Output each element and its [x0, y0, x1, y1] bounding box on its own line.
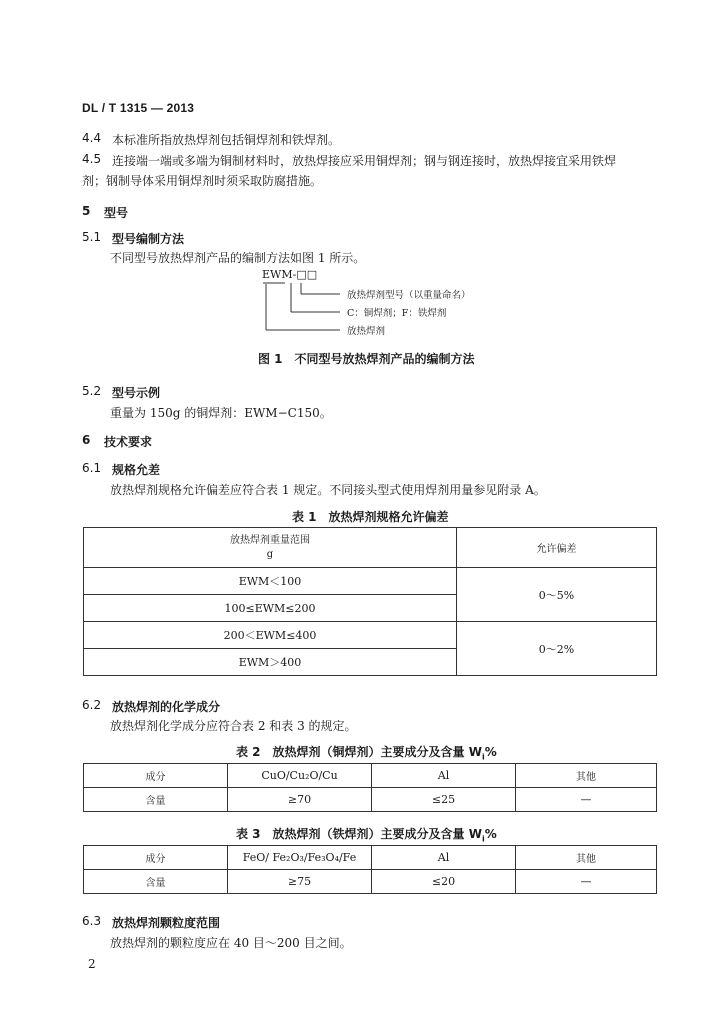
figure-caption: 图 1 不同型号放热焊剂产品的编制方法: [258, 352, 475, 366]
clause-text: 本标准所指放热焊剂包括铜焊剂和铁焊剂。: [112, 133, 341, 147]
figure-label: 放热焊剂: [347, 326, 386, 337]
table-3: [83, 845, 657, 894]
table-cell: Al: [372, 846, 516, 870]
clause-text: 放热焊剂化学成分应符合表 2 和表 3 的规定。: [110, 719, 357, 733]
section-number: 5: [82, 204, 91, 218]
figure-code: EWM-□□: [262, 268, 318, 281]
clause-number: 4.4: [82, 131, 102, 145]
table-cell: 其他: [516, 846, 657, 870]
clause-text: 放热焊剂规格允许偏差应符合表 1 规定。不同接头型式使用焊剂用量参见附录 A。: [110, 483, 546, 497]
table-cell: 0～5%: [457, 568, 657, 622]
clause-title: 规格允差: [112, 463, 161, 477]
caption-tail: %: [484, 745, 497, 759]
table-caption: 表 1 放热焊剂规格允许偏差: [292, 510, 449, 524]
table-cell: 含量: [84, 870, 228, 894]
caption-tail: %: [484, 827, 497, 841]
table-caption: [236, 825, 497, 843]
table-cell: 0～2%: [457, 622, 657, 676]
clause-text: 放热焊剂的颗粒度应在 40 目～200 目之间。: [110, 936, 352, 950]
table-cell: ≤25: [372, 788, 516, 812]
header-text: 放热焊剂重量范围: [230, 534, 310, 546]
table-cell: 成分: [84, 764, 228, 788]
caption-subscript: i: [481, 752, 485, 762]
table-cell: Al: [372, 764, 516, 788]
page-number: 2: [88, 957, 96, 971]
table-cell: 含量: [84, 788, 228, 812]
section-title: 型号: [104, 206, 129, 220]
clause-number: 6.1: [82, 461, 102, 475]
figure-label: C：铜焊剂；F：铁焊剂: [347, 308, 447, 319]
caption-main: 表 3 放热焊剂（铁焊剂）主要成分及含量 W: [236, 827, 482, 841]
clause-number: 5.2: [82, 384, 102, 398]
table-header-cell: 允许偏差: [457, 528, 657, 568]
section-number: 6: [82, 433, 91, 447]
table-header-cell: [84, 528, 457, 568]
table-caption: [236, 743, 497, 761]
clause-number: 6.2: [82, 698, 102, 712]
clause-text: 重量为 150g 的铜焊剂：EWM−C150。: [110, 406, 332, 420]
caption-main: 表 2 放热焊剂（铜焊剂）主要成分及含量 W: [236, 745, 482, 759]
table-cell: EWM＞400: [84, 649, 457, 676]
clause-text-line: 剂；钢制导体采用铜焊剂时须采取防腐措施。: [82, 174, 323, 188]
table-1: [83, 527, 657, 676]
clause-title: 放热焊剂颗粒度范围: [112, 916, 221, 930]
document-code: DL / T 1315 — 2013: [82, 101, 195, 115]
table-cell: ≥75: [228, 870, 372, 894]
clause-title: 放热焊剂的化学成分: [112, 700, 221, 714]
table-cell: CuO/Cu₂O/Cu: [228, 764, 372, 788]
header-unit: g: [266, 548, 274, 560]
caption-subscript: i: [481, 834, 485, 844]
clause-number: 5.1: [82, 230, 102, 244]
table-cell: EWM＜100: [84, 568, 457, 595]
clause-title: 型号编制方法: [112, 232, 185, 246]
table-cell: 其他: [516, 764, 657, 788]
table-cell: 100≤EWM≤200: [84, 595, 457, 622]
table-cell: ≥70: [228, 788, 372, 812]
table-cell: FeO/ Fe₂O₃/Fe₃O₄/Fe: [228, 846, 372, 870]
table-cell: 成分: [84, 846, 228, 870]
table-cell: ≤20: [372, 870, 516, 894]
figure-label: 放热焊剂型号（以重量命名）: [347, 290, 471, 301]
table-cell: 200＜EWM≤400: [84, 622, 457, 649]
clause-text-line: 连接端一端或多端为铜制材料时，放热焊接应采用铜焊剂；钢与钢连接时，放热焊接宜采用铁焊: [112, 154, 617, 168]
table-cell: —: [516, 788, 657, 812]
clause-number: 4.5: [82, 152, 102, 166]
clause-text: 不同型号放热焊剂产品的编制方法如图 1 所示。: [110, 251, 366, 265]
table-2: [83, 763, 657, 812]
clause-title: 型号示例: [112, 386, 161, 400]
clause-number: 6.3: [82, 914, 102, 928]
section-title: 技术要求: [104, 435, 153, 449]
table-cell: —: [516, 870, 657, 894]
